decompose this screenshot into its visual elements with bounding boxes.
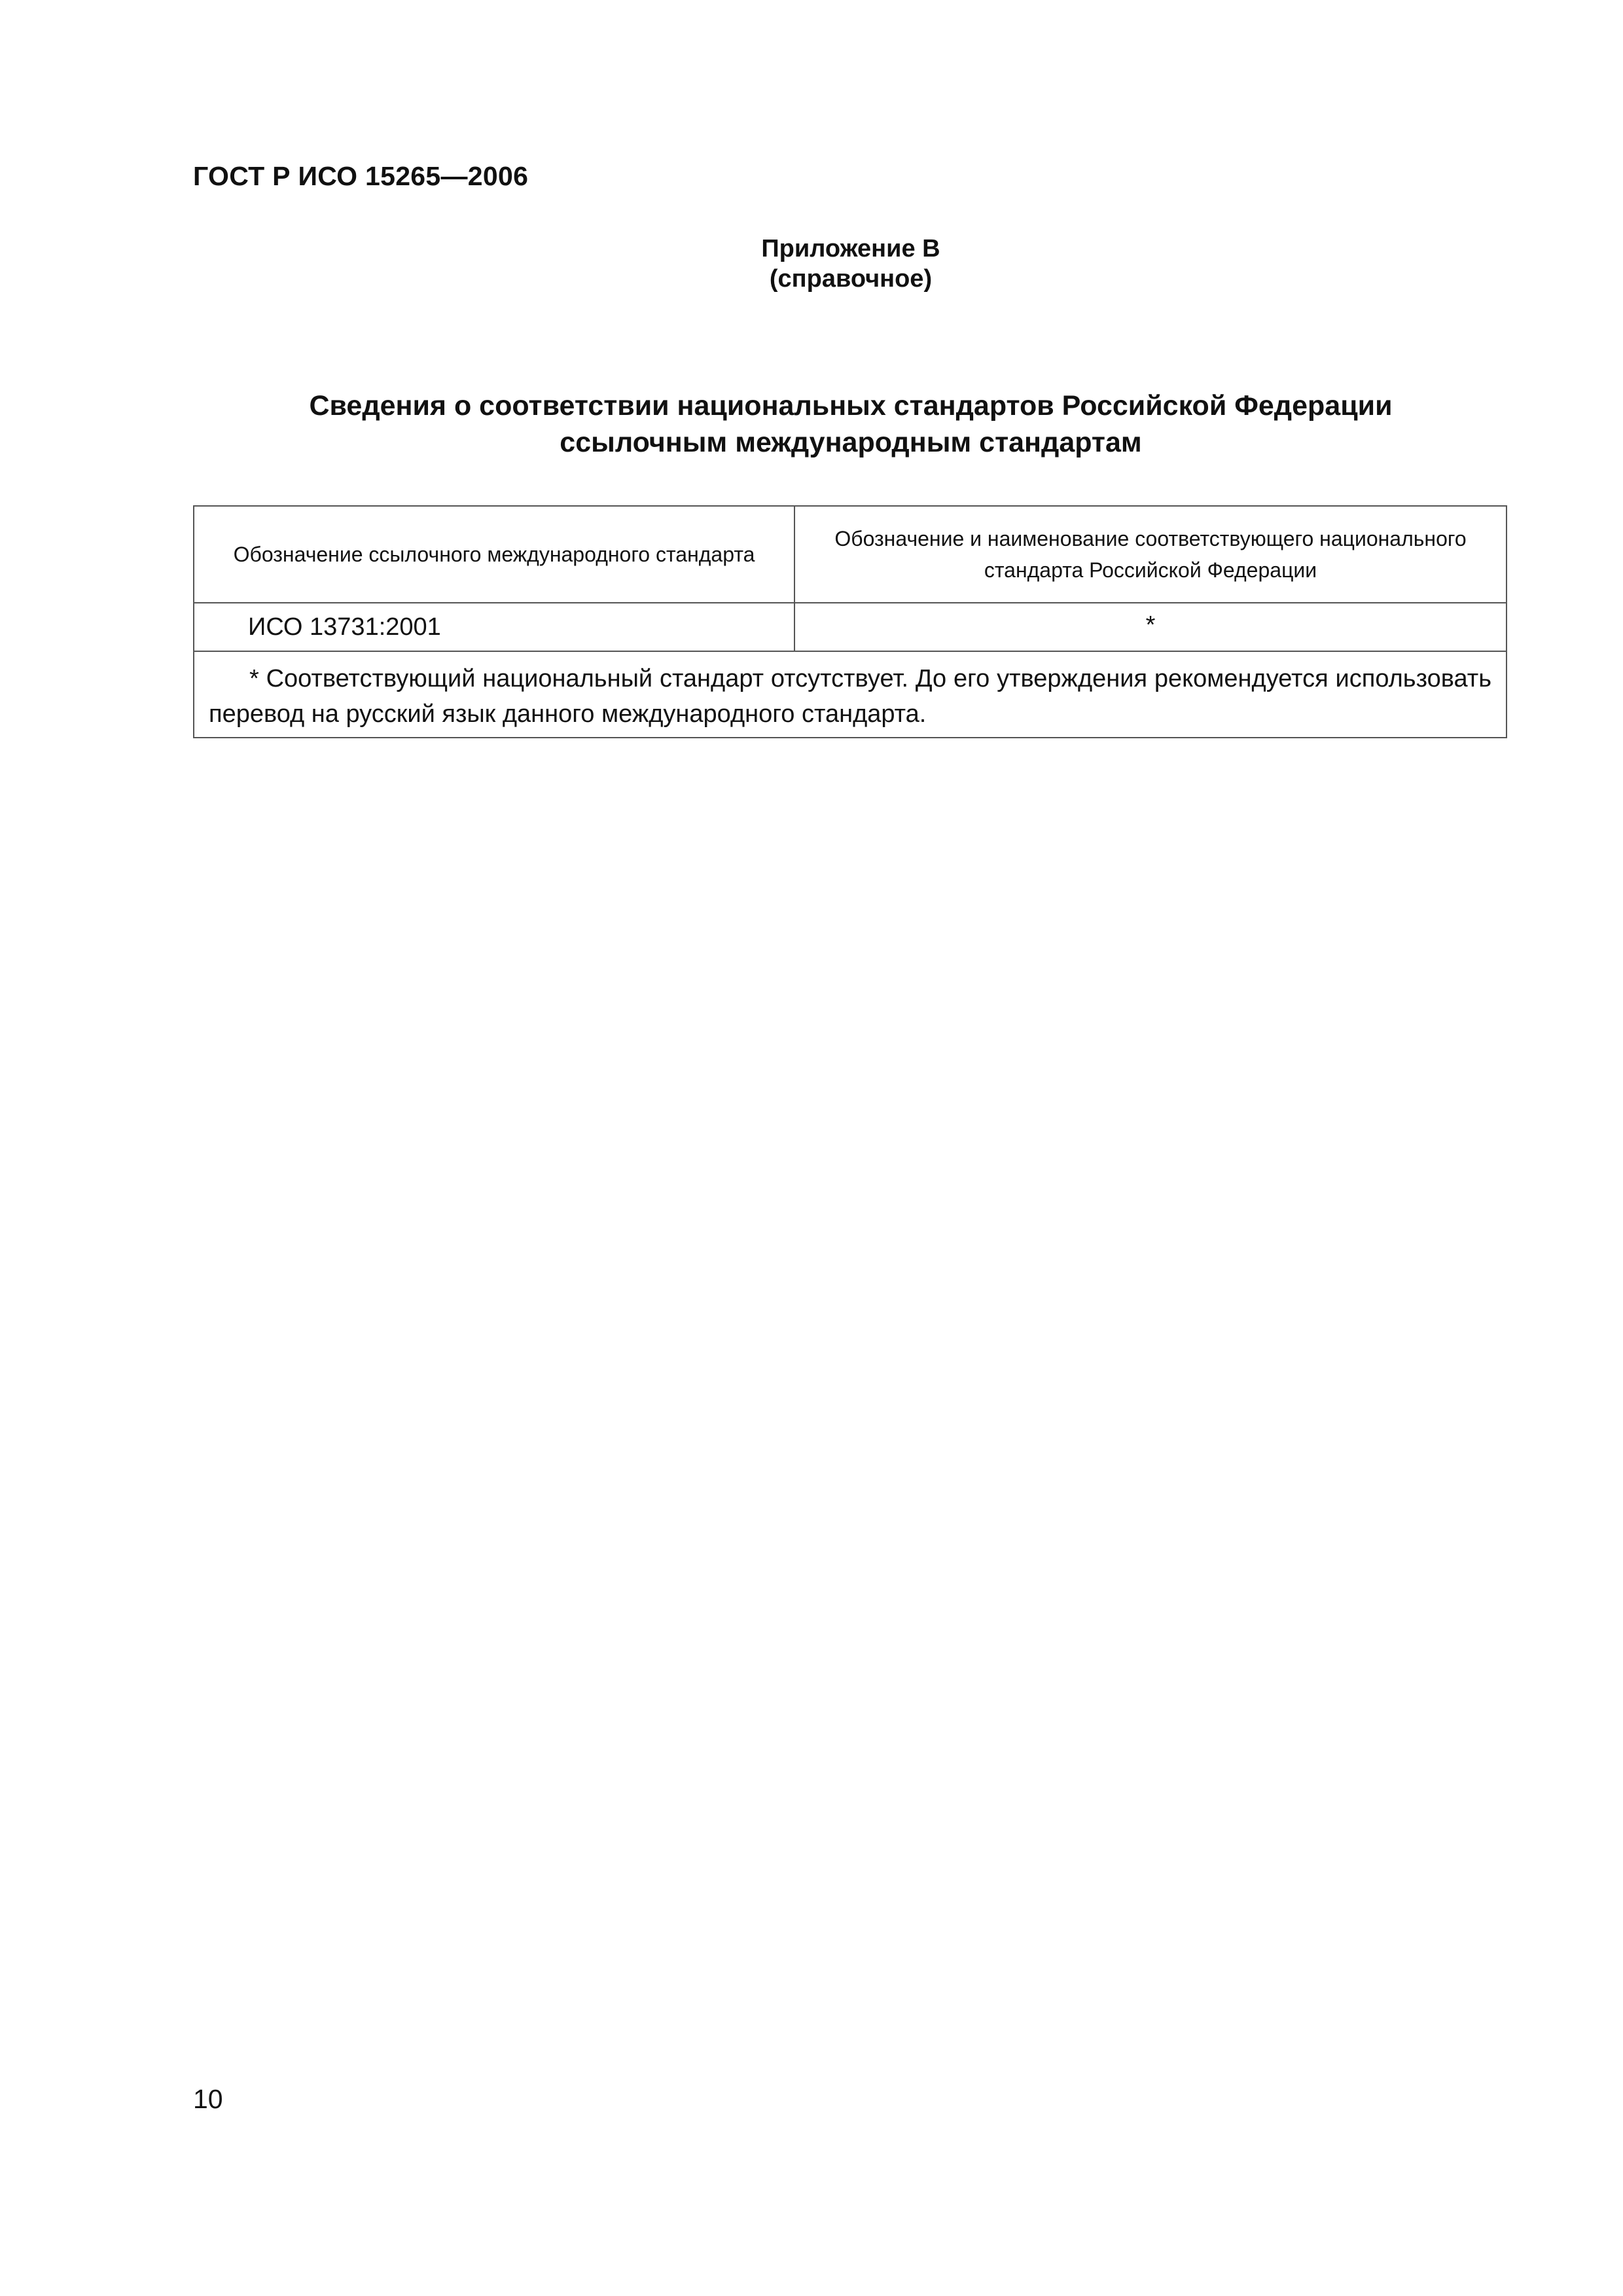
table-note-row (194, 651, 1507, 738)
document-code: ГОСТ Р ИСО 15265—2006 (193, 161, 529, 191)
column-header-international: Обозначение ссылочного международного стандарта (194, 506, 794, 603)
table-header-row (194, 506, 1507, 603)
page-number: 10 (193, 2084, 223, 2114)
section-title-line-1: Сведения о соответствии национальных стандартов Российской Федерации (309, 390, 1393, 422)
appendix-title: Приложение В (761, 235, 940, 262)
cell-national-standard: * (794, 603, 1507, 651)
column-header-national: Обозначение и наименование соответствующего национального стандарта Российской Федерации (794, 506, 1507, 603)
correspondence-table (193, 505, 1507, 738)
table-footnote: * Соответствующий национальный стандарт отсутствует. До его утверждения рекомендуется использовать перевод на русский язык данного международного стандарта. (194, 651, 1507, 738)
appendix-kind: (справочное) (769, 265, 933, 293)
cell-international-standard: ИСО 13731:2001 (194, 603, 794, 651)
section-title-line-2: ссылочным международным стандартам (560, 427, 1142, 458)
table-row (194, 603, 1507, 651)
